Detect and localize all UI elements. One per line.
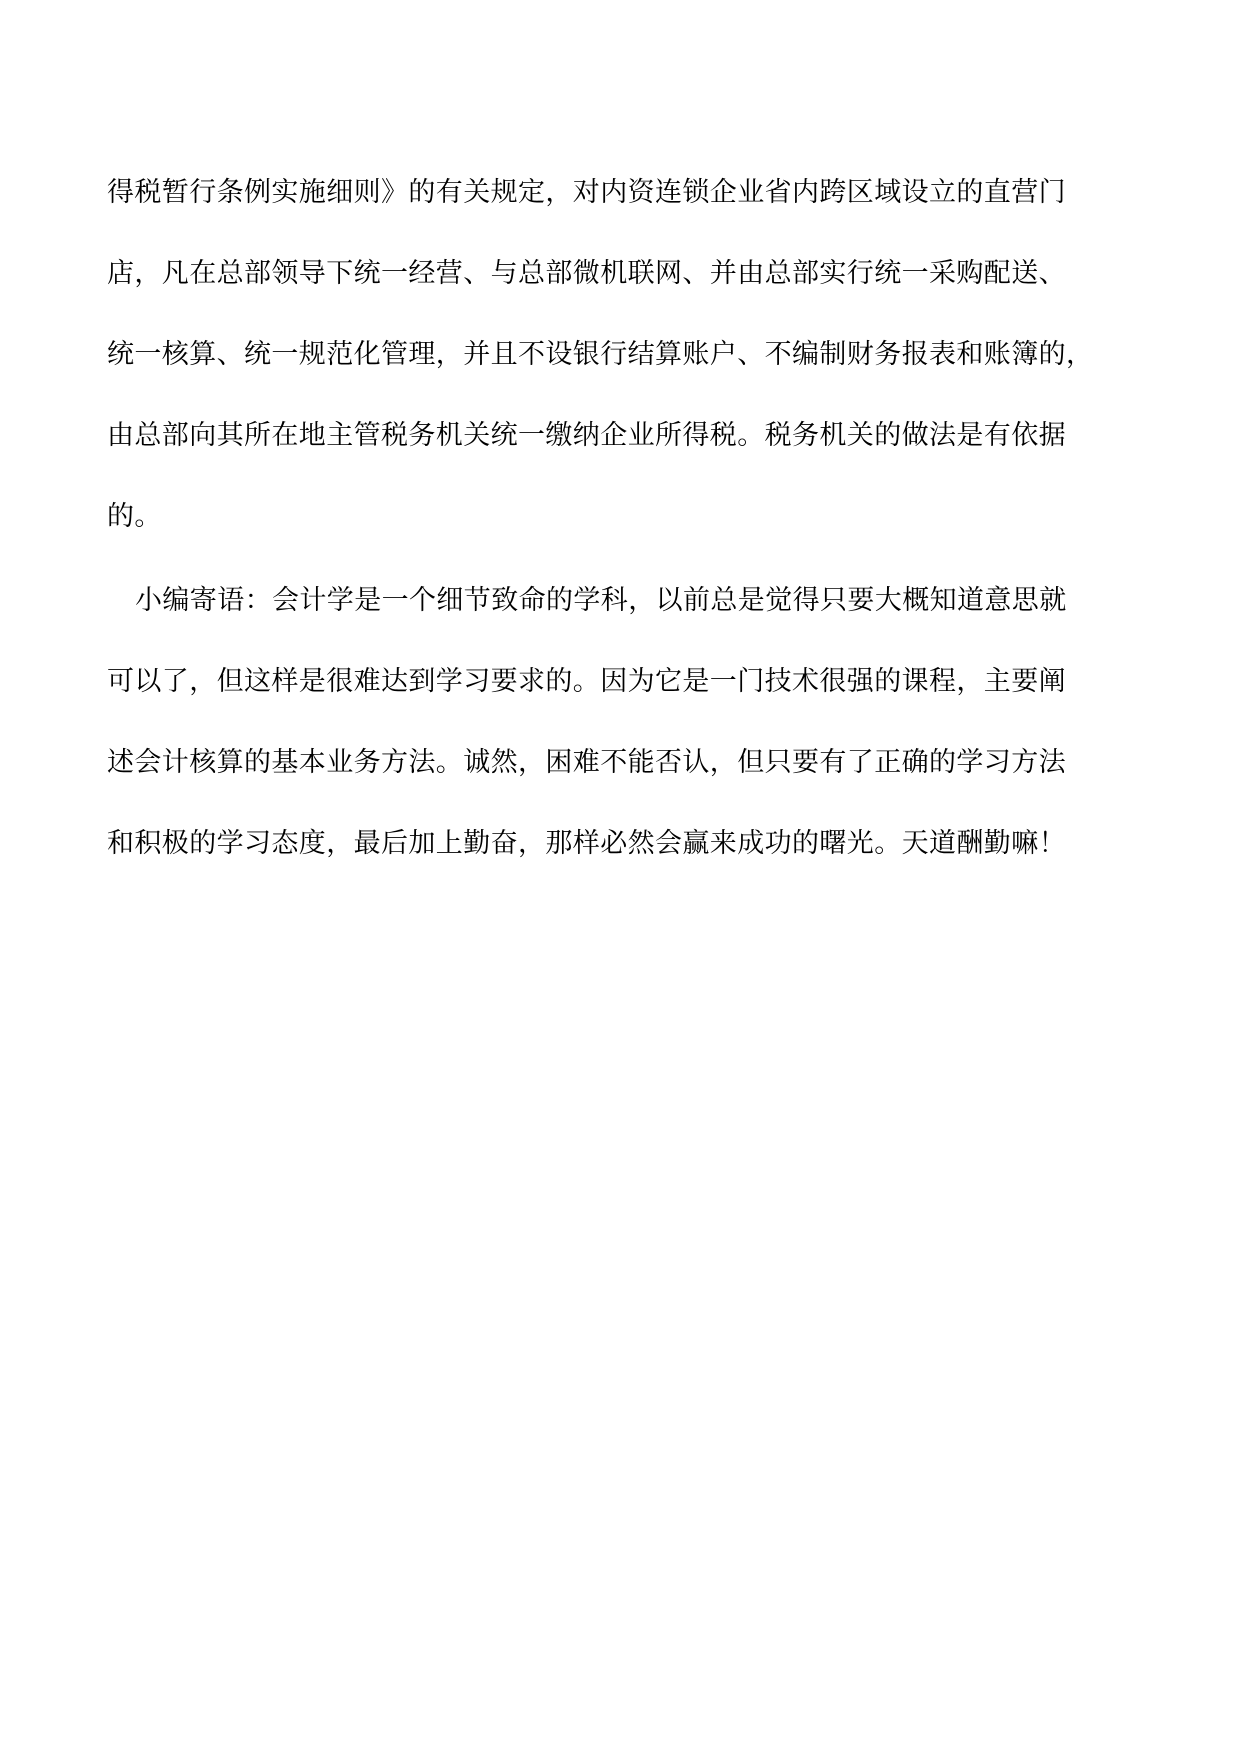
text-line: 得税暂行条例实施细则》的有关规定，对内资连锁企业省内跨区域设立的直营门: [107, 177, 1066, 208]
text-line: 统一核算、统一规范化管理，并且不设银行结算账户、不编制财务报表和账簿的，: [107, 339, 1094, 370]
text-line: 店，凡在总部领导下统一经营、与总部微机联网、并由总部实行统一采购配送、: [107, 258, 1066, 289]
text-line: 可以了，但这样是很难达到学习要求的。因为它是一门技术很强的课程，主要阐: [107, 666, 1066, 697]
paragraph-tax-regulation: [107, 152, 1134, 557]
text-line: 述会计核算的基本业务方法。诚然，困难不能否认，但只要有了正确的学习方法: [107, 747, 1066, 778]
text-line: 小编寄语：会计学是一个细节致命的学科，以前总是觉得只要大概知道意思就: [135, 585, 1067, 616]
text-line: 和积极的学习态度，最后加上勤奋，那样必然会赢来成功的曙光。天道酬勤嘛！: [107, 828, 1066, 859]
paragraph-editor-note: [107, 560, 1134, 884]
text-line: 由总部向其所在地主管税务机关统一缴纳企业所得税。税务机关的做法是有依据: [107, 420, 1066, 451]
text-line: 的。: [107, 501, 162, 532]
